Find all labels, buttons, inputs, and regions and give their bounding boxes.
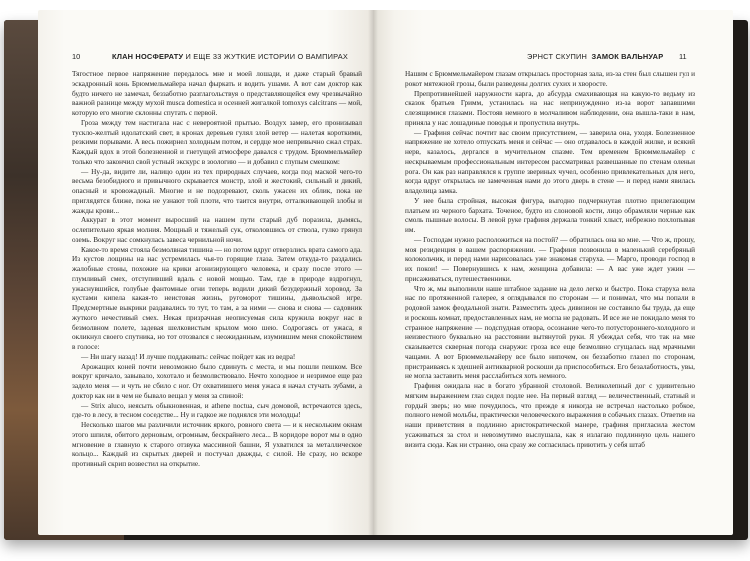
- paragraph: Препротивнейшей наружности карга, до абсурда смахивающая на какую-то ведьму из сказок братьев Гримм, устанилась на нас непринужденно из-за ворот запавшими слезящимися глазами. Постояв немного в молчаливом наблюдении, она вышла-таки в нам, приняла у нас лошадиные поводья и пропустила внутрь.: [405, 89, 695, 127]
- paragraph: Арожащих коней почти невозможно было сдвинуть с места, и мы пошли пешком. Все вокруг кричало, завывало, хохотало и безмолвствовало. Нечто холодное и незримое еще раз задело меня — и чуть не сбило с ног. От охватившего меня ужаса я начал стучать зубами, а доктор как ни в чем не бывало вещал у меня за спиной:: [72, 362, 362, 400]
- paragraph: — Ни шагу назад! И лучше поддакивать: сейчас пойдет как из ведра!: [81, 352, 296, 361]
- paragraph: Тягостное первое напряжение передалось мне и моей лошади, и даже старый бравый эскадронный конь Брюммельмайера начал фыркать и водить ушами. А вот сам доктор как будто ничего не замечал, беззаботно разглагольствуя о представляющейся ему чрезвычайно важной разнице между мухой musca domestica и осенней жигалкой tomoxys calcitrans — мой, которую его многие склонны спутать с первой.: [72, 70, 362, 117]
- right-running-head: [527, 52, 663, 61]
- paragraph: — Strix aluco, неясыть обыкновенная, и athene noctua, сыч домовой, встречаются здесь, где-то в лесу, в тесном соседстве... Ну и гадкое же поднялся эти молодцы!: [72, 401, 362, 420]
- left-page-number: 10: [72, 52, 81, 61]
- paragraph: Нашим с Брюммельмайером глазам открылась просторная зала, из-за стен был слышен гул и рокот мятежной грозы, были разведены долгих сухих и хворосте.: [405, 70, 695, 88]
- paragraph: Графиня ожидала нас в богато убранной столовой. Великолепный дог с удивительно мягким выражением глаз сидел подле нее. На первый взгляд — величественный, статный и гордый зверь; но мне почудилось, что прежде я никогда не встречал настолько робкое, полного немой мольбы, практически человеческого выражения в собачьих глазах. Ответив на наши приветствия в подлинно аристократической манере, графиня пригласила жестом усаживаться за стол и невозмутимо выслушала, как я излагаю подлинную цель нашего визита сюда. Как ни странно, она сразу же согласилась приютить у себя штаб: [405, 382, 695, 449]
- paragraph: Несколько шагов мы различили источник яркого, ровного света — и к нескольким окнам этого шпиля, обитого дерновым, огромным, бескрайнего леса... В коридоре ворот мы в одно мгновение в главную к старого отзвука массивной башни, Я ухватился за металлическое кольцо... Каждый из скрытых дверей и постучал дважды, с силой. Не сразу, но вскоре противный скрип возвестил на открытие.: [72, 421, 362, 468]
- book-gutter: [368, 10, 378, 535]
- paragraph: Что ж, мы выполнили наше штабное задание на дело легко и быстро. Пока старуха вела нас по протяженной галерее, я оглядывался по сторонам — и понимал, что мы попали в родовой замок феодальной знати. Разместить здесь дивизион не составило бы труда, да еще и роскошь комнат, предоставленных нам, не могла не радовать. И все же не покидало меня то странное напряжение — подспудная отвора, осознание чего-то потустороннего-холодного и неизвестного буквально на расстоянии вытянутой руки. Я убеждал себя, что так на мне сказывается скверная погода снаружи: гроза все еще безмолвно сгущалась над мрачными чащами. А вот Брюммельмайеру все было нипочем, он беззаботно глазел по сторонам, пристраиваясь к здешней антикварной роскоши да приспособиться. Его безалаботность, увы, не могла заставить меня расслабиться хоть немного.: [405, 284, 695, 381]
- paragraph: — Ну-да, видите ли, налицо один из тех природных случаев, когда под маской чего-то весьма безобидного и привычного скрывается монстр, злой и жестокий, сильный и дикий, опасный и кровожадный. Многие и не подозревают, сколь ужасен их облик, пока не приглядятся ближе, пока не узнают той плоти, что таится внутри, отталкивающей злобы и жажды крови...: [72, 167, 362, 215]
- right-page: [373, 10, 733, 535]
- paragraph: — Господам нужно расположиться на постой? — обратилась она ко мне. — Что ж, прошу, моя резиденция в вашем распоряжении. — Графиня позвонила в маленький серебряный колокольчик, и перед нами нарисовалась уже знакомая старуха. — Марго, проводи господ в их покои! — Повернувшись к нам, женщина добавила: — А вас уже ждет ужин — присаживаться, путешественники.: [405, 235, 695, 283]
- left-page-body: [72, 70, 362, 525]
- left-page: [38, 10, 373, 535]
- right-page-number: 11: [679, 52, 687, 61]
- paragraph: Аккурат в этот момент выросший на нашем пути старый дуб поразила, дымясь, ослепительно яркая молния. Мощный и тяжелый сук, отколовшись от ствола, гулко грянул оземь. Вокруг нас сомкнулась завеса чернильной ночи.: [72, 216, 362, 244]
- left-running-head-bold: КЛАН НОСФЕРАТУ: [112, 52, 184, 61]
- left-running-head: [112, 52, 348, 61]
- right-page-body: [405, 70, 695, 525]
- paragraph: — Графиня сейчас почтит вас своим присутствием, — заверила она, уходя. Болезненное напряжение не хотело отпускать меня и сейчас — оно отдавалось в каждой жилке, и всякий нерв, казалось, дергался в мучительном спазме. Тем временем Брюммельмайер с нескрываемым профессиональным интересом рассматривал развешанные по стенам оленьи рога. Он как раз направлялся к группе звериных чучел, особенно привлекательных для него, когда вдруг открылась не замеченная нами до этого дверь в стене — и перед нами явилась владелица замка.: [405, 128, 695, 195]
- paragraph: Гроза между тем настигала нас с невероятной прытью. Воздух замер, его пронизывал тускло-желтый идолатский свет, в кронах деревьев гулял злой ветер — налетая короткими, резкими порывами. А весь пожирнел холодным потом, и сердце мое непривычно сжал страх. Каждый вдох в этой болезненной и гнетущей атмосфере давался с трудом. Брюммельмайер только что закончил свой устный экскурс в зоологию — и добавил с глупым смешком:: [72, 118, 362, 166]
- right-running-head-author: ЭРНСТ СКУПИН: [527, 52, 588, 61]
- paragraph: У нее была стройная, высокая фигура, выгодно подчеркнутая плотно прилегающим платьем из черного бархата. Точеное, будто из слоновой кости, лицо обрамляли черные как смоль пышные волосы. В левой руке графиня держала тонкий хлыст, небрежно похлопывая им.: [405, 196, 695, 234]
- right-running-head-title: ЗАМОК ВАЛЬНУАР: [591, 52, 664, 61]
- paragraph: Какое-то время стояла безмолвная тишина — но потом вдруг отверзлись врата самого ада. Из кустов лощины на нас устремилась чья-то горящие глаза. Затем откуда-то раздались жалобные стоны, похожие на крики агонизирующего человека, и сразу после этого — глумливый смех, отступивший вдаль с новой мощью. Там, где в природе вздрогнул, ужаснувшийся, голубые фантомные огни теперь водили дикий безудержный хоровод. За кустами кипела какая-то неистовая жизнь, ругоморот тишины, дьявольской игре. Предсмертные выкрики раздавались то тут, то там, а за ними — снова и снова — садовник жуткого нечестивый смех. Некая призрачная неописуемая сила кружила вокруг нас в безмолвном полете, задевая шелковистым крылом мою шею. Содрогаясь от ужаса, я окликнул своего спутника, но тот отозвался с неожиданным, изумившим меня спокойствием в голосе:: [72, 245, 362, 351]
- left-running-head-rest: И ЕЩЕ 33 ЖУТКИЕ ИСТОРИИ О ВАМПИРАХ: [183, 52, 349, 61]
